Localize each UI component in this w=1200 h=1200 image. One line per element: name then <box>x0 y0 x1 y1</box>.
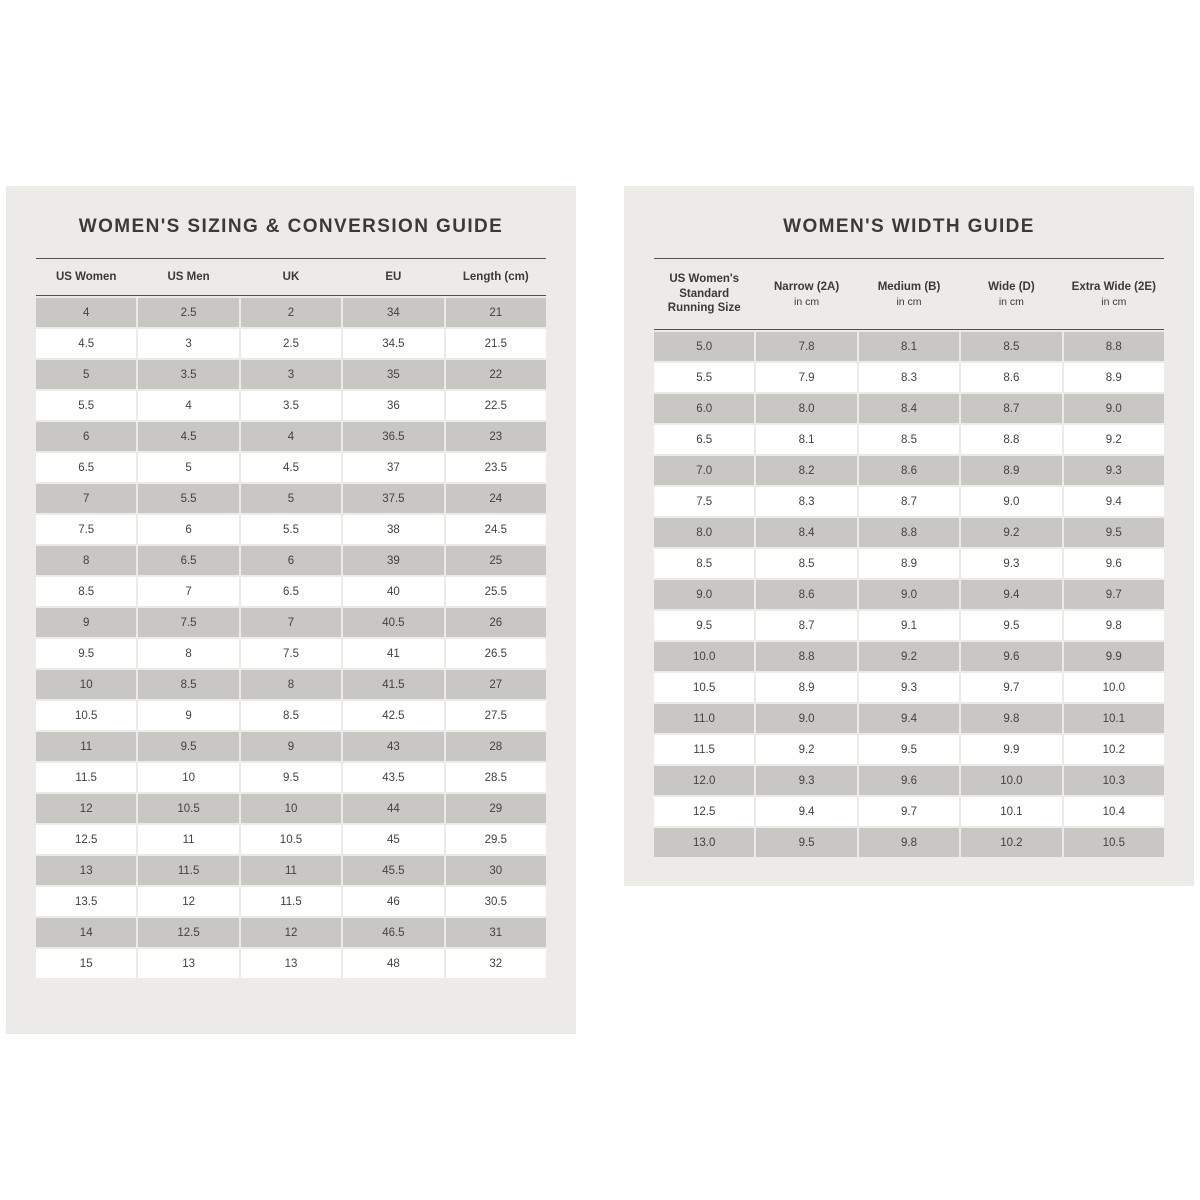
table-cell: 29.5 <box>446 825 546 854</box>
table-cell: 36.5 <box>343 422 443 451</box>
table-cell: 12 <box>241 918 341 947</box>
table-cell: 9.3 <box>859 673 959 702</box>
table-cell: 37 <box>343 453 443 482</box>
table-cell: 8.4 <box>756 518 856 547</box>
table-row <box>36 329 546 358</box>
table-cell: 15 <box>36 949 136 978</box>
table-row <box>36 577 546 606</box>
table-cell: 9.8 <box>1064 611 1164 640</box>
table-cell: 9.4 <box>756 797 856 826</box>
table-cell: 11.5 <box>36 763 136 792</box>
column-header-unit: in cm <box>1101 295 1127 308</box>
table-cell: 10.2 <box>1064 735 1164 764</box>
column-header <box>138 266 238 289</box>
width-guide-table <box>654 258 1164 857</box>
table-row <box>654 580 1164 609</box>
table-cell: 27.5 <box>446 701 546 730</box>
table-cell: 9.1 <box>859 611 959 640</box>
table-row <box>36 856 546 885</box>
table-cell: 5.5 <box>654 363 754 392</box>
table-cell: 8.7 <box>756 611 856 640</box>
table-cell: 8.9 <box>961 456 1061 485</box>
table-cell: 44 <box>343 794 443 823</box>
table-cell: 9.3 <box>1064 456 1164 485</box>
table-cell: 7.0 <box>654 456 754 485</box>
table-cell: 10.0 <box>654 642 754 671</box>
table-row <box>36 639 546 668</box>
table-cell: 10 <box>241 794 341 823</box>
table-cell: 10 <box>138 763 238 792</box>
table-row <box>654 456 1164 485</box>
table-cell: 9.5 <box>241 763 341 792</box>
table-cell: 9.5 <box>859 735 959 764</box>
table-cell: 9.0 <box>756 704 856 733</box>
table-cell: 8.2 <box>756 456 856 485</box>
table-row <box>36 484 546 513</box>
table-row <box>36 670 546 699</box>
table-cell: 8.7 <box>961 394 1061 423</box>
table-cell: 30 <box>446 856 546 885</box>
sizing-guide-table <box>36 258 546 978</box>
table-cell: 41 <box>343 639 443 668</box>
table-cell: 9.4 <box>961 580 1061 609</box>
column-header-unit: in cm <box>896 295 922 308</box>
table-row <box>654 797 1164 826</box>
column-header-label: UK <box>282 270 300 283</box>
table-cell: 8.5 <box>859 425 959 454</box>
table-cell: 8.9 <box>756 673 856 702</box>
table-cell: 35 <box>343 360 443 389</box>
table-row <box>654 518 1164 547</box>
table-row <box>654 363 1164 392</box>
table-cell: 10 <box>36 670 136 699</box>
table-cell: 24.5 <box>446 515 546 544</box>
table-cell: 10.2 <box>961 828 1061 857</box>
table-cell: 8.5 <box>756 549 856 578</box>
table-cell: 8.4 <box>859 394 959 423</box>
column-header-label: Length (cm) <box>462 270 529 283</box>
table-cell: 9.2 <box>859 642 959 671</box>
column-header <box>961 276 1061 312</box>
table-cell: 7.5 <box>138 608 238 637</box>
table-cell: 8.6 <box>961 363 1061 392</box>
table-cell: 48 <box>343 949 443 978</box>
table-cell: 4 <box>241 422 341 451</box>
table-cell: 36 <box>343 391 443 420</box>
table-cell: 9.5 <box>36 639 136 668</box>
table-cell: 7 <box>241 608 341 637</box>
table-cell: 7.5 <box>654 487 754 516</box>
table-row <box>36 701 546 730</box>
table-cell: 12.5 <box>138 918 238 947</box>
table-cell: 27 <box>446 670 546 699</box>
table-cell: 3 <box>138 329 238 358</box>
table-cell: 9.7 <box>859 797 959 826</box>
table-cell: 8.8 <box>1064 332 1164 361</box>
table-cell: 9.3 <box>961 549 1061 578</box>
table-cell: 8.5 <box>138 670 238 699</box>
table-cell: 10.5 <box>138 794 238 823</box>
table-cell: 7.8 <box>756 332 856 361</box>
table-cell: 8.6 <box>756 580 856 609</box>
table-cell: 5 <box>241 484 341 513</box>
table-row <box>654 487 1164 516</box>
table-cell: 10.1 <box>961 797 1061 826</box>
table-cell: 8.3 <box>756 487 856 516</box>
table-cell: 34.5 <box>343 329 443 358</box>
table-cell: 37.5 <box>343 484 443 513</box>
table-cell: 2.5 <box>138 298 238 327</box>
table-header-row <box>654 258 1164 330</box>
table-cell: 30.5 <box>446 887 546 916</box>
table-cell: 21 <box>446 298 546 327</box>
table-cell: 9.8 <box>961 704 1061 733</box>
table-cell: 10.0 <box>961 766 1061 795</box>
table-cell: 9.6 <box>859 766 959 795</box>
table-cell: 23 <box>446 422 546 451</box>
table-cell: 10.4 <box>1064 797 1164 826</box>
table-cell: 3.5 <box>138 360 238 389</box>
column-header-label: US Women's Standard Running Size <box>667 272 741 315</box>
table-row <box>654 673 1164 702</box>
table-cell: 4 <box>138 391 238 420</box>
table-cell: 11 <box>36 732 136 761</box>
table-cell: 40 <box>343 577 443 606</box>
table-cell: 45 <box>343 825 443 854</box>
table-cell: 7.5 <box>36 515 136 544</box>
table-cell: 11.5 <box>654 735 754 764</box>
table-cell: 31 <box>446 918 546 947</box>
table-cell: 9 <box>36 608 136 637</box>
table-cell: 8.0 <box>654 518 754 547</box>
table-cell: 8.5 <box>36 577 136 606</box>
table-cell: 8.9 <box>1064 363 1164 392</box>
column-header <box>36 266 136 289</box>
column-header-label: US Women <box>55 270 117 283</box>
table-cell: 9.2 <box>961 518 1061 547</box>
column-header-unit: in cm <box>794 295 820 308</box>
table-cell: 9.6 <box>961 642 1061 671</box>
table-cell: 6 <box>241 546 341 575</box>
table-cell: 34 <box>343 298 443 327</box>
sizing-guide-title: WOMEN'S SIZING & CONVERSION GUIDE <box>78 216 504 237</box>
table-cell: 22.5 <box>446 391 546 420</box>
table-cell: 46.5 <box>343 918 443 947</box>
column-header <box>654 268 754 321</box>
table-cell: 6.5 <box>36 453 136 482</box>
table-cell: 5 <box>36 360 136 389</box>
column-header <box>241 266 341 289</box>
table-cell: 5.5 <box>241 515 341 544</box>
table-row <box>36 608 546 637</box>
column-header <box>859 276 959 312</box>
table-row <box>654 549 1164 578</box>
table-cell: 9.9 <box>961 735 1061 764</box>
table-row <box>654 611 1164 640</box>
table-row <box>36 887 546 916</box>
table-cell: 28 <box>446 732 546 761</box>
table-cell: 8 <box>241 670 341 699</box>
table-cell: 6.5 <box>138 546 238 575</box>
table-row <box>654 766 1164 795</box>
table-cell: 10.5 <box>36 701 136 730</box>
table-cell: 9.3 <box>756 766 856 795</box>
table-row <box>36 422 546 451</box>
table-cell: 25.5 <box>446 577 546 606</box>
table-cell: 11.5 <box>138 856 238 885</box>
table-cell: 5.5 <box>36 391 136 420</box>
table-cell: 13 <box>138 949 238 978</box>
table-cell: 23.5 <box>446 453 546 482</box>
table-cell: 9.7 <box>961 673 1061 702</box>
table-cell: 8 <box>138 639 238 668</box>
table-cell: 8.1 <box>859 332 959 361</box>
table-cell: 21.5 <box>446 329 546 358</box>
table-cell: 12.5 <box>654 797 754 826</box>
table-cell: 10.1 <box>1064 704 1164 733</box>
table-cell: 9.5 <box>756 828 856 857</box>
table-cell: 7 <box>36 484 136 513</box>
table-cell: 9.7 <box>1064 580 1164 609</box>
table-cell: 46 <box>343 887 443 916</box>
table-row <box>36 763 546 792</box>
table-cell: 10.3 <box>1064 766 1164 795</box>
table-cell: 12 <box>138 887 238 916</box>
table-cell: 8.6 <box>859 456 959 485</box>
table-cell: 6.0 <box>654 394 754 423</box>
width-guide-title: WOMEN'S WIDTH GUIDE <box>783 216 1035 237</box>
table-cell: 13 <box>241 949 341 978</box>
table-cell: 4.5 <box>36 329 136 358</box>
table-cell: 8.1 <box>756 425 856 454</box>
table-row <box>654 394 1164 423</box>
column-header-label: Narrow (2A) <box>774 281 840 294</box>
table-cell: 45.5 <box>343 856 443 885</box>
table-row <box>654 425 1164 454</box>
table-row <box>36 949 546 978</box>
table-cell: 8 <box>36 546 136 575</box>
sizing-conversion-guide-panel <box>6 186 576 1034</box>
table-row <box>654 332 1164 361</box>
table-cell: 13.0 <box>654 828 754 857</box>
table-cell: 41.5 <box>343 670 443 699</box>
table-cell: 9.4 <box>1064 487 1164 516</box>
column-header-label: Extra Wide (2E) <box>1071 281 1156 294</box>
column-header-label: EU <box>385 270 402 283</box>
table-cell: 5.0 <box>654 332 754 361</box>
table-cell: 9.6 <box>1064 549 1164 578</box>
table-cell: 6 <box>138 515 238 544</box>
table-row <box>36 298 546 327</box>
table-row <box>36 546 546 575</box>
table-cell: 5.5 <box>138 484 238 513</box>
table-row <box>36 918 546 947</box>
table-cell: 4.5 <box>138 422 238 451</box>
table-cell: 28.5 <box>446 763 546 792</box>
table-cell: 8.9 <box>859 549 959 578</box>
table-cell: 6.5 <box>654 425 754 454</box>
table-cell: 3.5 <box>241 391 341 420</box>
table-row <box>36 794 546 823</box>
table-cell: 26.5 <box>446 639 546 668</box>
table-cell: 14 <box>36 918 136 947</box>
table-cell: 22 <box>446 360 546 389</box>
table-row <box>36 732 546 761</box>
table-cell: 32 <box>446 949 546 978</box>
table-cell: 8.5 <box>241 701 341 730</box>
table-cell: 8.8 <box>859 518 959 547</box>
table-cell: 9.2 <box>1064 425 1164 454</box>
table-cell: 8.0 <box>756 394 856 423</box>
table-cell: 5 <box>138 453 238 482</box>
table-cell: 9.8 <box>859 828 959 857</box>
column-header-label: Medium (B) <box>877 281 941 294</box>
table-cell: 4 <box>36 298 136 327</box>
table-cell: 10.0 <box>1064 673 1164 702</box>
table-cell: 3 <box>241 360 341 389</box>
table-row <box>654 735 1164 764</box>
table-cell: 38 <box>343 515 443 544</box>
table-cell: 9.2 <box>756 735 856 764</box>
table-cell: 39 <box>343 546 443 575</box>
table-cell: 9 <box>241 732 341 761</box>
table-cell: 7 <box>138 577 238 606</box>
table-cell: 8.7 <box>859 487 959 516</box>
table-cell: 42.5 <box>343 701 443 730</box>
table-cell: 11 <box>241 856 341 885</box>
table-cell: 8.8 <box>756 642 856 671</box>
table-row <box>654 828 1164 857</box>
table-row <box>36 453 546 482</box>
table-cell: 4.5 <box>241 453 341 482</box>
table-cell: 13.5 <box>36 887 136 916</box>
table-cell: 11 <box>138 825 238 854</box>
table-cell: 26 <box>446 608 546 637</box>
table-row <box>36 515 546 544</box>
table-cell: 11.5 <box>241 887 341 916</box>
table-cell: 29 <box>446 794 546 823</box>
table-cell: 9.0 <box>961 487 1061 516</box>
table-cell: 9 <box>138 701 238 730</box>
table-header-row <box>36 258 546 296</box>
table-cell: 43 <box>343 732 443 761</box>
table-cell: 9.5 <box>138 732 238 761</box>
table-row <box>654 642 1164 671</box>
table-cell: 10.5 <box>654 673 754 702</box>
table-row <box>654 704 1164 733</box>
table-cell: 9.0 <box>654 580 754 609</box>
table-cell: 9.0 <box>1064 394 1164 423</box>
table-cell: 43.5 <box>343 763 443 792</box>
table-row <box>36 391 546 420</box>
table-cell: 12 <box>36 794 136 823</box>
table-cell: 9.5 <box>654 611 754 640</box>
column-header <box>756 276 856 312</box>
table-cell: 12.5 <box>36 825 136 854</box>
table-cell: 8.5 <box>961 332 1061 361</box>
table-cell: 8.8 <box>961 425 1061 454</box>
table-cell: 12.0 <box>654 766 754 795</box>
column-header <box>446 266 546 289</box>
column-header-label: US Men <box>167 270 210 283</box>
table-cell: 9.0 <box>859 580 959 609</box>
column-header-label: Wide (D) <box>988 281 1035 294</box>
table-cell: 13 <box>36 856 136 885</box>
width-guide-panel <box>624 186 1194 886</box>
column-header-unit: in cm <box>998 295 1024 308</box>
table-cell: 2.5 <box>241 329 341 358</box>
table-cell: 7.9 <box>756 363 856 392</box>
table-cell: 9.9 <box>1064 642 1164 671</box>
table-row <box>36 360 546 389</box>
table-cell: 9.5 <box>1064 518 1164 547</box>
table-cell: 6.5 <box>241 577 341 606</box>
table-cell: 8.3 <box>859 363 959 392</box>
table-cell: 24 <box>446 484 546 513</box>
table-cell: 7.5 <box>241 639 341 668</box>
column-header <box>1064 276 1164 312</box>
table-cell: 6 <box>36 422 136 451</box>
table-cell: 11.0 <box>654 704 754 733</box>
table-cell: 8.5 <box>654 549 754 578</box>
table-cell: 9.5 <box>961 611 1061 640</box>
table-cell: 40.5 <box>343 608 443 637</box>
table-cell: 9.4 <box>859 704 959 733</box>
table-cell: 10.5 <box>241 825 341 854</box>
column-header <box>343 266 443 289</box>
table-cell: 10.5 <box>1064 828 1164 857</box>
table-cell: 25 <box>446 546 546 575</box>
table-cell: 2 <box>241 298 341 327</box>
table-row <box>36 825 546 854</box>
